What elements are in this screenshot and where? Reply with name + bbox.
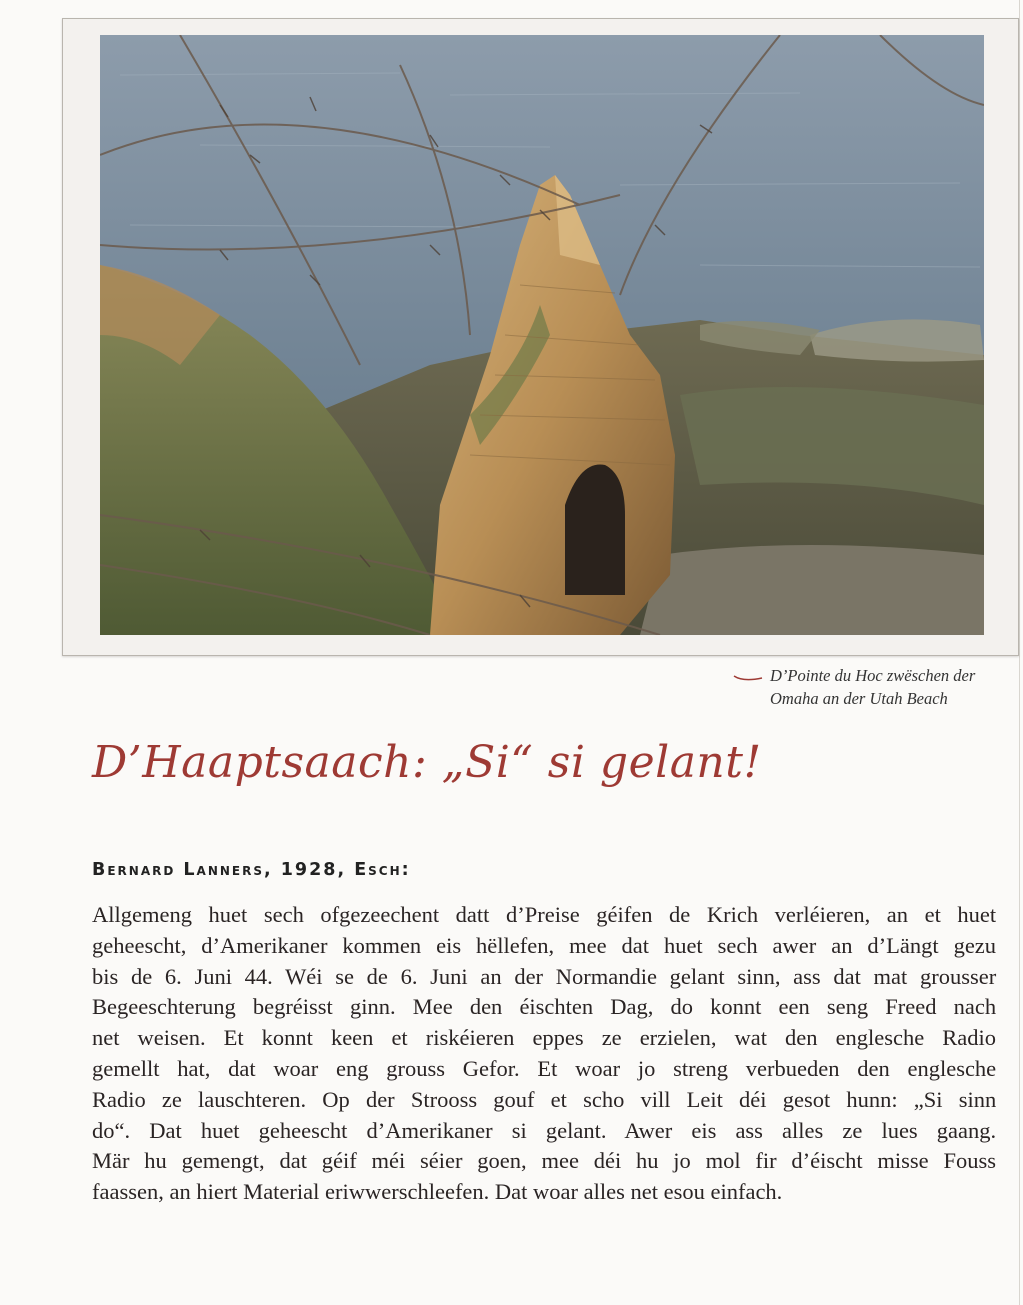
body-line-last: faassen, an hiert Material eriwwerschleefen. Dat woar alles net esou einfach.	[92, 1179, 783, 1205]
photo-frame	[62, 18, 1019, 656]
photo-illustration	[100, 35, 984, 635]
body-line: Begeeschterung begréisst ginn. Mee den éischten Dag, do konnt een seng Freed nach	[92, 994, 997, 1020]
body-line: geheescht, d’Amerikaner kommen eis hëllefen, mee dat huet sech awer an d’Längt gezu	[92, 932, 997, 958]
page-edge-rule	[1019, 0, 1020, 1305]
author-byline: Bernard Lanners, 1928, Esch:	[92, 860, 411, 880]
caption-swash-icon	[733, 672, 763, 684]
body-line: net weisen. Et konnt keen et riskéieren eppes ze erzielen, wat den englesche Radio	[92, 1025, 997, 1051]
photo-caption	[770, 664, 1020, 710]
body-line: bis de 6. Juni 44. Wéi se de 6. Juni an der Normandie gelant sinn, ass dat mat grousser	[92, 963, 997, 989]
caption-line-2: Omaha an der Utah Beach	[770, 689, 948, 708]
article-body	[92, 900, 996, 1208]
body-line: Radio ze lauschteren. Op der Strooss gouf et scho vill Leit déi gesot hunn: „Si sinn	[92, 1086, 997, 1112]
photo-pointe-du-hoc	[100, 35, 984, 635]
cave-opening	[565, 465, 625, 596]
body-line: Allgemeng huet sech ofgezeechent datt d’Preise géifen de Krich verléieren, an et huet	[92, 902, 997, 927]
body-line: do“. Dat huet geheescht d’Amerikaner si gelant. Awer eis ass alles ze lues gaang.	[92, 1117, 997, 1143]
body-line: Mär hu gemengt, dat géif méi séier goen, mee déi hu jo mol fir d’éischt misse Fouss	[92, 1148, 996, 1174]
article-headline: D’Haaptsaach: „Si“ si gelant!	[92, 737, 762, 788]
body-line: gemellt hat, dat woar eng grouss Gefor. Et woar jo streng verbueden den englesche	[92, 1055, 997, 1081]
caption-line-1: D’Pointe du Hoc zwëschen der	[770, 666, 976, 685]
